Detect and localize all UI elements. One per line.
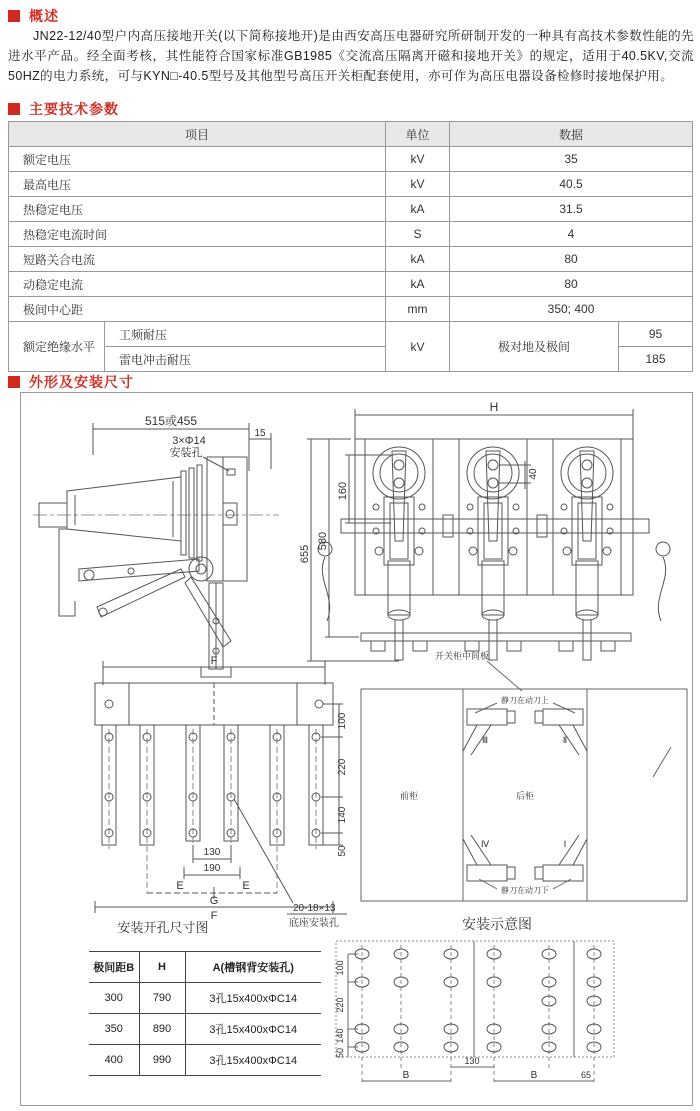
param-value: 95 — [619, 322, 693, 347]
dim-130-label: 130 — [203, 847, 221, 858]
dim-190-label: 190 — [203, 863, 221, 874]
switch-unit-top-right — [535, 709, 587, 755]
table-row — [9, 322, 693, 347]
table-row — [89, 1014, 321, 1045]
middle-plate-annotation: 开关柜中间板 — [435, 651, 490, 661]
side-view-drawing — [31, 411, 301, 683]
param-scope: 极对地及极间 — [450, 322, 619, 372]
param-value: 31.5 — [450, 197, 693, 222]
dim-h-label: H — [489, 400, 499, 414]
param-value: 80 — [450, 247, 693, 272]
section-bullet-icon — [8, 10, 20, 22]
param-unit: S — [386, 222, 450, 247]
blade-note-bottom: 静刀在动刀下 — [501, 886, 549, 895]
drill-plan-drawing — [31, 653, 351, 935]
table-row — [9, 197, 693, 222]
table-row — [9, 222, 693, 247]
blade-note-top: 静刀在动刀上 — [501, 696, 549, 705]
unit-numeral-2: Ⅱ — [562, 735, 568, 745]
rear-cabinet-label: 后柜 — [515, 791, 535, 801]
overview-paragraph: JN22-12/40型户内高压接地开关(以下简称接地开)是由西安高压电器研究所研制开发的一种具有高技术参数性能的先进水平产品。经全面考核，其性能符合国家标准GB1985《交流高压隔离开磁和接地开关》的规定，适用于40.5KV,交流50HZ的电力系统，可与KYN□-40.5型号及其他型号高压开关柜配套使用，亦可作为高压电器设备检修时接地保护用。 — [8, 29, 694, 83]
pole-3 — [559, 447, 615, 660]
hole-pattern-drawing — [334, 933, 690, 1105]
param-item: 热稳定电流时间 — [9, 222, 386, 247]
schematic-caption: 安装示意图 — [462, 916, 532, 932]
hp-dim-50-label: 50 — [335, 1047, 345, 1059]
dim-offset-label: 15 — [254, 428, 266, 439]
dim-holes-label: 3×Φ14 — [172, 435, 206, 447]
param-subitem: 工频耐压 — [105, 322, 386, 347]
param-item-insulation: 额定绝缘水平 — [9, 322, 105, 372]
switch-unit-bottom-right — [535, 835, 587, 881]
table-row — [9, 272, 693, 297]
pole-h: 990 — [139, 1045, 185, 1076]
dim-e-right-label: E — [242, 880, 250, 892]
unit-numeral-3: Ⅲ — [481, 735, 489, 745]
dim-width-label: 515或455 — [144, 414, 198, 428]
param-unit: kA — [386, 197, 450, 222]
front-cabinet-label: 前柜 — [399, 791, 419, 801]
hp-dim-220-label: 220 — [335, 997, 345, 1013]
hp-dim-65-label: 65 — [580, 1070, 592, 1080]
dim-g-label: G — [209, 895, 219, 907]
dim-f-bottom-label: F — [210, 910, 218, 922]
drill-plan-lines — [95, 661, 347, 914]
hp-dim-100-label: 100 — [335, 960, 345, 976]
dim-40-label: 40 — [528, 468, 539, 480]
params-title: 主要技术参数 — [29, 101, 119, 117]
drill-plan-caption: 安装开孔尺寸图 — [117, 920, 209, 935]
hp-dim-140-label: 140 — [335, 1028, 345, 1044]
pole-col-a: A(槽钢背安装孔) — [185, 952, 321, 983]
pole-h: 890 — [139, 1014, 185, 1045]
pole-b: 350 — [89, 1014, 139, 1045]
install-schematic-drawing — [357, 647, 691, 939]
hp-dim-130-label: 130 — [464, 1056, 480, 1066]
col-header-item: 项目 — [9, 122, 386, 147]
drawings-panel — [20, 392, 693, 1106]
base-holes-note-line2: 底座安装孔 — [289, 918, 339, 929]
base-holes-note-line1: 20-18×13 — [293, 903, 336, 914]
pole-a: 3孔15x400xΦC14 — [185, 1045, 321, 1076]
params-header-row — [9, 122, 693, 147]
param-unit: kA — [386, 247, 450, 272]
unit-numeral-4: Ⅳ — [480, 839, 490, 849]
outline-title: 外形及安装尺寸 — [29, 374, 134, 390]
dim-f-top-label: F — [210, 655, 218, 667]
pole-b: 400 — [89, 1045, 139, 1076]
param-value: 350; 400 — [450, 297, 693, 322]
side-view-lines — [33, 423, 279, 677]
param-unit: kV — [386, 147, 450, 172]
dim-220-label: 220 — [337, 758, 348, 776]
section-params-heading — [8, 99, 119, 119]
unit-numeral-1: Ⅰ — [563, 839, 567, 849]
dim-140-label: 140 — [337, 806, 348, 824]
param-unit: mm — [386, 297, 450, 322]
param-value: 80 — [450, 272, 693, 297]
overview-title: 概述 — [29, 8, 59, 24]
hole-pattern-holes — [355, 949, 601, 1052]
section-bullet-icon — [8, 376, 20, 388]
param-item: 热稳定电压 — [9, 197, 386, 222]
dim-580-label: 580 — [317, 531, 329, 551]
param-unit: kV — [386, 172, 450, 197]
param-item: 额定电压 — [9, 147, 386, 172]
pole-1 — [371, 447, 427, 660]
hp-dim-b-right-label: B — [530, 1070, 538, 1081]
param-item: 短路关合电流 — [9, 247, 386, 272]
dim-e-left-label: E — [176, 880, 184, 892]
param-value: 40.5 — [450, 172, 693, 197]
pole-col-h: H — [139, 952, 185, 983]
dim-160-label: 160 — [337, 481, 349, 501]
section-overview-heading — [8, 6, 59, 26]
col-header-unit: 单位 — [386, 122, 450, 147]
param-item: 极间中心距 — [9, 297, 386, 322]
table-row — [9, 147, 693, 172]
table-row — [89, 1045, 321, 1076]
table-row — [9, 297, 693, 322]
hp-dim-b-left-label: B — [402, 1070, 410, 1081]
param-unit: kV — [386, 322, 450, 372]
table-row — [89, 983, 321, 1014]
param-value: 4 — [450, 222, 693, 247]
col-header-data: 数据 — [450, 122, 693, 147]
param-item: 动稳定电流 — [9, 272, 386, 297]
pole-2 — [465, 447, 521, 660]
pole-col-b: 极间距B — [89, 952, 139, 983]
pole-h: 790 — [139, 983, 185, 1014]
dim-655-label: 655 — [299, 544, 311, 564]
dim-100-label: 100 — [337, 712, 348, 730]
param-value: 185 — [619, 347, 693, 372]
param-unit: kA — [386, 272, 450, 297]
dim-50-label: 50 — [337, 845, 348, 857]
pole-a: 3孔15x400xΦC14 — [185, 983, 321, 1014]
dim-holes-caption: 安装孔 — [169, 447, 203, 459]
param-value: 35 — [450, 147, 693, 172]
section-bullet-icon — [8, 103, 20, 115]
table-row — [9, 247, 693, 272]
param-item: 最高电压 — [9, 172, 386, 197]
table-row — [9, 172, 693, 197]
pole-spacing-table — [89, 951, 321, 1076]
pole-a: 3孔15x400xΦC14 — [185, 1014, 321, 1045]
switch-unit-top-left — [463, 709, 515, 755]
pole-b: 300 — [89, 983, 139, 1014]
section-outline-heading — [8, 372, 134, 392]
param-subitem: 雷电冲击耐压 — [105, 347, 386, 372]
params-table — [8, 121, 693, 372]
pole-table-header-row — [89, 952, 321, 983]
